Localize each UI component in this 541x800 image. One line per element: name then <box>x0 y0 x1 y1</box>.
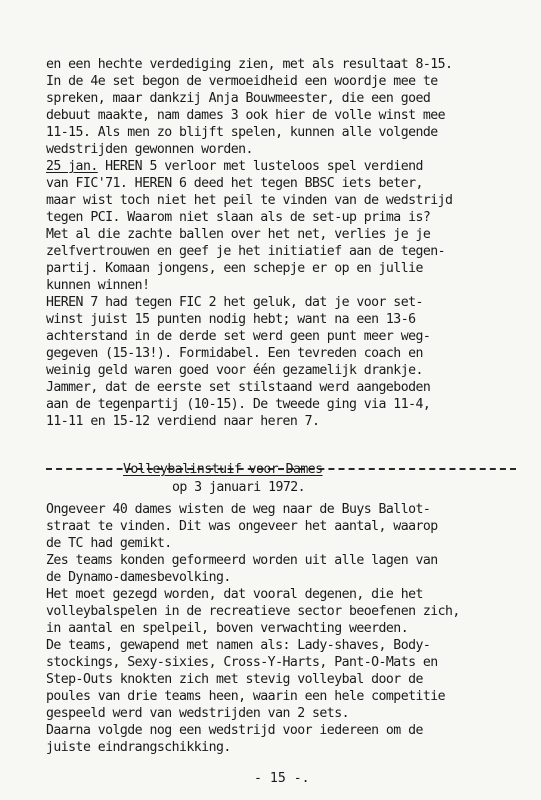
text-line: In de 4e set begon de vermoeidheid een woordje mee te <box>46 74 438 89</box>
text-line: Het moet gezegd worden, dat vooral degenen, die het <box>46 587 423 602</box>
text-line: Daarna volgde nog een wedstrijd voor iedereen om de <box>46 723 423 738</box>
text-line: zelfvertrouwen en geef je het initiatief aan de tegen- <box>46 244 446 259</box>
text-line: Met al die zachte ballen over het net, verlies je je <box>46 227 431 242</box>
text-line: Step-Outs knokten zich met stevig volleybal door de <box>46 672 423 687</box>
text-line: debuut maakte, nam dames 3 ook hier de volle winst mee <box>46 108 446 123</box>
text-line: achterstand in de derde set werd geen punt meer weg- <box>46 329 431 344</box>
text-line: spreken, maar dankzij Anja Bouwmeester, die een goed <box>46 91 431 106</box>
text-line: wedstrijden gewonnen worden. <box>46 142 253 157</box>
text-line: de Dynamo-damesbevolking. <box>46 570 231 585</box>
date-label: 25 jan. <box>46 159 98 174</box>
text-line: gespeeld werd van wedstrijden van 2 sets. <box>46 706 349 721</box>
article-title: Volleybalinstuif voor Dames <box>123 462 323 477</box>
text-line: kunnen winnen! <box>46 278 150 293</box>
text-line: aan de tegenpartij (10-15). De tweede ging via 11-4, <box>46 397 431 412</box>
article-subtitle: op 3 januari 1972. <box>172 480 306 495</box>
text-line: juiste eindrangschikking. <box>46 740 231 755</box>
text-line: De teams, gewapend met namen als: Lady-shaves, Body- <box>46 638 431 653</box>
text-line: HEREN 7 had tegen FIC 2 het geluk, dat je voor set- <box>46 295 423 310</box>
text-line: en een hechte verdediging zien, met als resultaat 8-15. <box>46 57 453 72</box>
text-line: gegeven (15-13!). Formidabel. Een tevreden coach en <box>46 346 423 361</box>
text-line: van FIC'71. HEREN 6 deed het tegen BBSC iets beter, <box>46 176 423 191</box>
dated-line <box>46 159 423 175</box>
text-line: Ongeveer 40 dames wisten de weg naar de Buys Ballot- <box>46 502 431 517</box>
text-line: Zes teams konden geformeerd worden uit alle lagen van <box>46 553 438 568</box>
text-line: Jammer, dat de eerste set stilstaand werd aangeboden <box>46 380 431 395</box>
text-line: winst juist 15 punten nodig hebt; want na een 13-6 <box>46 312 416 327</box>
text-line: poules van drie teams heen, waarin een hele competitie <box>46 689 446 704</box>
text-line: weinig geld waren goed voor één gezamelijk drankje. <box>46 363 423 378</box>
text-line: straat te vinden. Dit was ongeveer het aantal, waarop <box>46 519 438 534</box>
text-line: maar wist toch niet het peil te vinden van de wedstrijd <box>46 193 453 208</box>
text-line: de TC had gemikt. <box>46 536 172 551</box>
text-fragment: HEREN 5 verloor met lusteloos spel verdiend <box>97 159 423 174</box>
text-line: 11-15. Als men zo blijft spelen, kunnen alle volgende <box>46 125 438 140</box>
text-line: tegen PCI. Waarom niet slaan als de set-up prima is? <box>46 210 431 225</box>
page-number: - 15 -. <box>254 771 310 786</box>
text-line: in aantal en spelpeil, boven verwachting weerden. <box>46 621 409 636</box>
text-line: 11-11 en 15-12 verdiend naar heren 7. <box>46 414 320 429</box>
text-line: partij. Komaan jongens, een schepje er op en jullie <box>46 261 423 276</box>
text-line: volleybalspelen in de recreatieve sector beoefenen zich, <box>46 604 460 619</box>
text-line: stockings, Sexy-sixies, Cross-Y-Harts, Pant-O-Mats en <box>46 655 438 670</box>
